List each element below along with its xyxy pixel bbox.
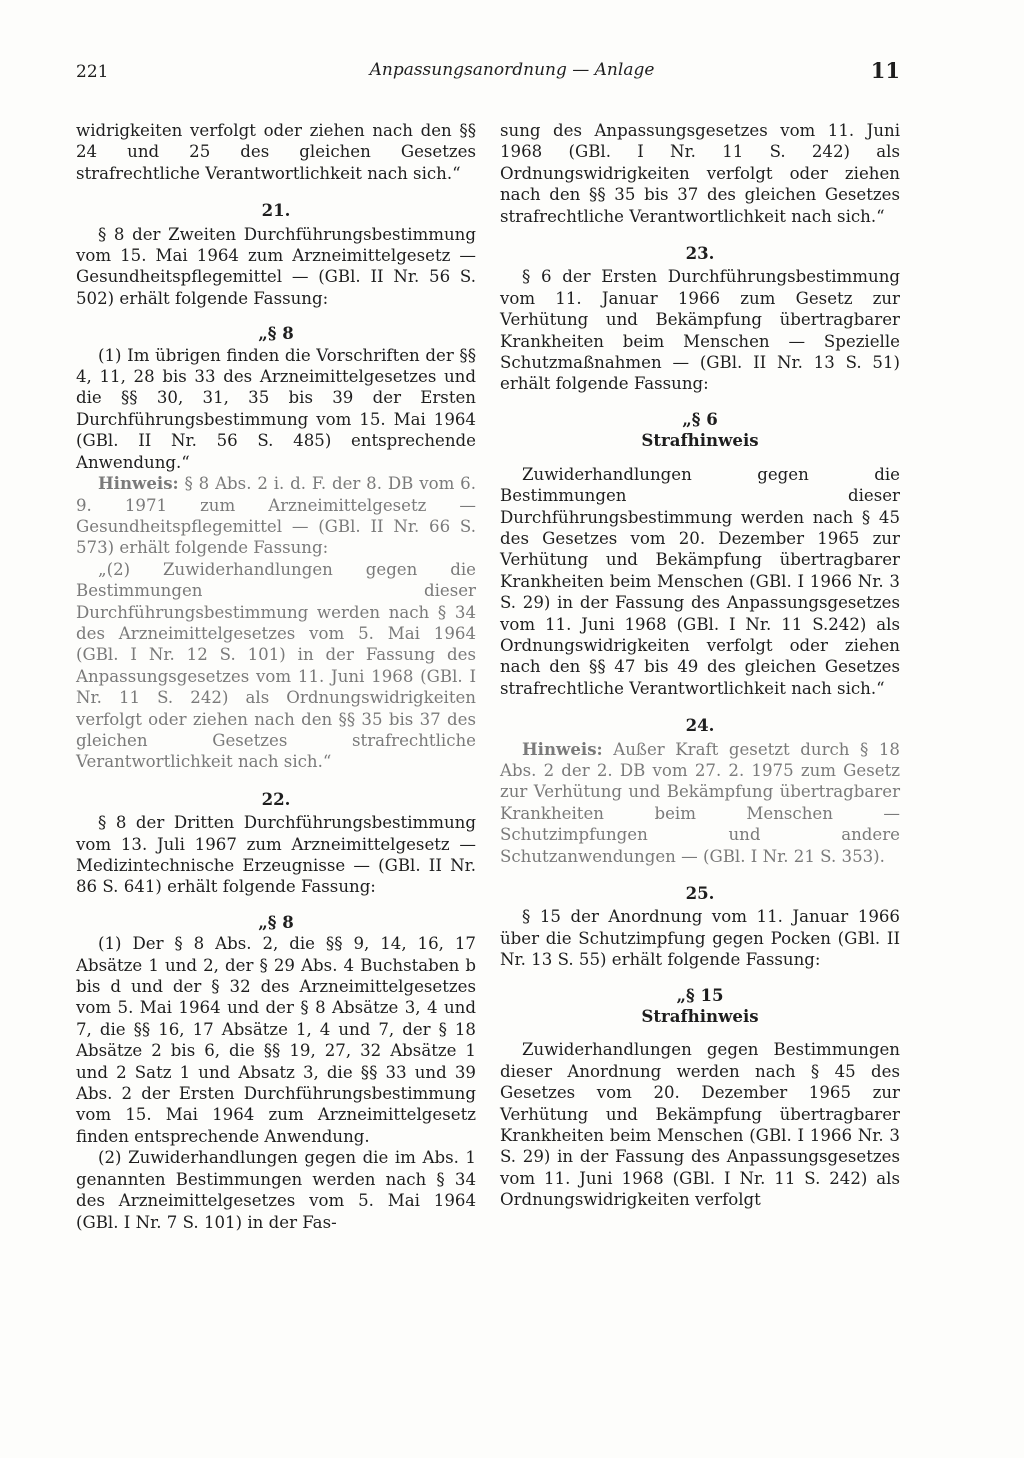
page-number: 221 (76, 62, 109, 82)
item-number-23: 23. (685, 243, 715, 264)
item-23-paragraph-1: Zuwiderhandlungen gegen die Bestimmungen dieser Durchführungsbestimmung werden nach § 45 des Gesetzes vom 20. Dezember 1965 zur Verhütung und Bekämpfung übertragbarer Krankheiten beim Menschen (GBl. I 1966 Nr. 3 S. 29) in der Fassung des Anpassungsgesetzes vom 11. Juni 1968 (GBl. I Nr. 11 S.242) als Ordnungswidrigkeiten verfolgt oder ziehen nach den §§ 47 bis 49 des gleichen Gesetzes strafrechtliche Verantwortlichkeit nach sich.“ (500, 464, 900, 698)
paragraph-sign: „§ 8 (258, 323, 294, 344)
hint-label: Hinweis: (98, 473, 179, 494)
item-24-hint (500, 739, 900, 867)
paragraph-sign: „§ 6 (682, 408, 718, 429)
paragraph-sign: „§ 15 (676, 984, 724, 1005)
page-header (0, 58, 1024, 92)
section-number: 11 (870, 58, 900, 83)
item-21-text: § 8 der Zweiten Durchführungsbestimmung vom 15. Mai 1964 zum Arzneimittelgesetz — Gesundheitspflegemittel — (GBl. II Nr. 56 S. 502) erhält folgende Fassung: (76, 224, 476, 308)
hint-label: Hinweis: (522, 738, 603, 759)
item-23-text: § 6 der Ersten Durchführungsbestimmung vom 11. Januar 1966 zum Gesetz zur Verhütung und Bekämpfung übertragbarer Krankheiten beim Menschen — Spezielle Schutzmaßnahmen — (GBl. II Nr. 13 S. 51) erhält folgende Fassung: (500, 267, 900, 394)
hint-text: Außer Kraft gesetzt durch § 18 Abs. 2 der 2. DB vom 27. 2. 1975 zum Gesetz zur Verhütung und Bekämpfung übertragbarer Krankheiten beim Menschen — Schutzimpfungen und andere Schutzanwendungen — (GBl. I Nr. 21 S. 353). (500, 739, 900, 866)
item-21-hint-quote: „(2) Zuwiderhandlungen gegen die Bestimmungen dieser Durchführungsbestimmung werden nach § 34 des Arzneimittelgesetzes vom 5. Mai 1964 (GBl. I Nr. 12 S. 101) in der Fassung des Anpassungsgesetzes vom 11. Juni 1968 (GBl. I Nr. 11 S. 242) als Ordnungswidrigkeiten verfolgt oder ziehen nach den §§ 35 bis 37 des gleichen Gesetzes strafrechtliche Verantwortlichkeit nach sich.“ (76, 559, 476, 772)
hint-text: § 8 Abs. 2 i. d. F. der 8. DB vom 6. 9. 1971 zum Arzneimittelgesetz — Gesundheitspflegemittel — (GBl. II Nr. 66 S. 573) erhält folgende Fassung: (76, 474, 476, 558)
item-25-text: § 15 der Anordnung vom 11. Januar 1966 über die Schutzimpfung gegen Pocken (GBl. II Nr. 13 S. 55) erhält folgende Fassung: (500, 907, 900, 970)
item-21-paragraph-1: (1) Im übrigen finden die Vorschriften der §§ 4, 11, 28 bis 33 des Arzneimittelgesetzes und die §§ 30, 31, 35 bis 39 der Ersten Durchführungsbestimmung vom 15. Mai 1964 (GBl. II Nr. 56 S. 485) entsprechende Anwendung.“ (76, 345, 476, 472)
item-22-text: § 8 der Dritten Durchführungsbestimmung vom 13. Juli 1967 zum Arzneimittelgesetz — Medizintechnische Erzeugnisse — (GBl. II Nr. 86 S. 641) erhält folgende Fassung: (76, 813, 476, 897)
paragraph-sign: „§ 8 (258, 911, 294, 932)
left-column (76, 120, 476, 1233)
section-heading: Strafhinweis (641, 1006, 759, 1027)
item-25-paragraph-1: Zuwiderhandlungen gegen Bestimmungen dieser Anordnung werden nach § 45 des Gesetzes vom 20. Dezember 1965 zur Verhütung und Bekämpfung übertragbarer Krankheiten beim Menschen (GBl. I 1966 Nr. 3 S. 29) in der Fassung des Anpassungsgesetzes vom 11. Juni 1968 (GBl. I Nr. 11 S. 242) als Ordnungswidrigkeiten verfolgt (500, 1040, 900, 1210)
continuation-text: widrigkeiten verfolgt oder ziehen nach den §§ 24 und 25 des gleichen Gesetzes strafrechtliche Verantwortlichkeit nach sich.“ (76, 121, 476, 183)
continuation-text: sung des Anpassungsgesetzes vom 11. Juni 1968 (GBl. I Nr. 11 S. 242) als Ordnungswidrigkeiten verfolgt oder ziehen nach den §§ 35 bis 37 des gleichen Gesetzes strafrechtliche Verantwortlichkeit nach sich.“ (500, 121, 900, 226)
item-22-paragraph-2: (2) Zuwiderhandlungen gegen die im Abs. 1 genannten Bestimmungen werden nach § 34 des Arzneimittelgesetzes vom 5. Mai 1964 (GBl. I Nr. 7 S. 101) in der Fas- (76, 1148, 476, 1232)
running-title: Anpassungsanordnung — Anlage (369, 60, 655, 80)
item-22-paragraph-1: (1) Der § 8 Abs. 2, die §§ 9, 14, 16, 17 Absätze 1 und 2, der § 29 Abs. 4 Buchstaben b bis d und der § 32 des Arzneimittelgesetzes vom 5. Mai 1964 und der § 8 Absätze 3, 4 und 7, die §§ 16, 17 Absätze 1, 4 und 7, der § 18 Absätze 2 bis 6, die §§ 19, 27, 32 Absätze 1 und 2 Satz 1 und Absatz 3, die §§ 33 und 39 Abs. 2 der Ersten Durchführungsbestimmung vom 15. Mai 1964 zum Arzneimittelgesetz finden entsprechende Anwendung. (76, 934, 476, 1146)
item-number-25: 25. (685, 883, 715, 903)
item-number-24: 24. (685, 715, 715, 736)
right-column (500, 120, 900, 1211)
item-number-22: 22. (261, 788, 291, 809)
item-number-21: 21. (261, 200, 291, 221)
item-21-hint (76, 473, 476, 559)
section-heading: Strafhinweis (641, 430, 759, 451)
